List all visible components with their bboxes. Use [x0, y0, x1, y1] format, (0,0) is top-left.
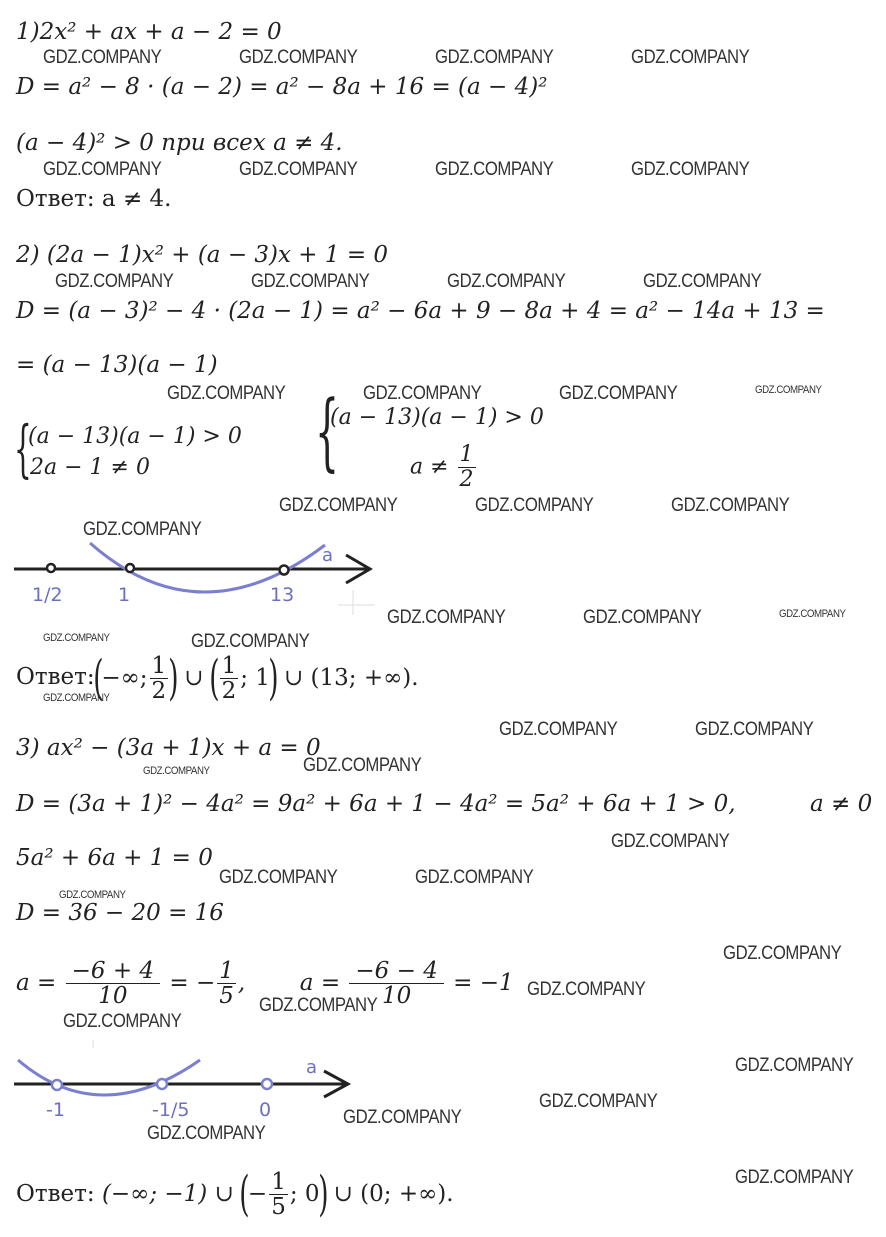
watermark: GDZ.COMPANY — [55, 271, 174, 292]
axis2-point-minus1 — [52, 1080, 62, 1090]
watermark: GDZ.COMPANY — [735, 1167, 854, 1188]
watermark: GDZ.COMPANY — [387, 607, 506, 628]
axis2-point-minus-fifth — [157, 1079, 167, 1089]
axis1-label-1: 1 — [118, 584, 131, 606]
watermark: GDZ.COMPANY — [219, 867, 338, 888]
watermark: GDZ.COMPANY — [343, 1107, 462, 1128]
watermark: GDZ.COMPANY — [695, 719, 814, 740]
axis1-point-1 — [126, 564, 134, 572]
watermark: GDZ.COMPANY — [631, 159, 750, 180]
axis1-point-half — [47, 564, 55, 572]
watermark: GDZ.COMPANY — [435, 47, 554, 68]
axis1-label-half: 1/2 — [32, 584, 63, 606]
p2-system1-line1: (a − 13)(a − 1) > 0 — [28, 424, 242, 449]
axis1-label-13: 13 — [270, 584, 295, 606]
p2-factored: = (a − 13)(a − 1) — [16, 352, 218, 378]
axis2-point-0 — [262, 1079, 272, 1089]
watermark: GDZ.COMPANY — [435, 159, 554, 180]
p1-answer: Ответ: a ≠ 4. — [16, 186, 172, 212]
p3-condition: a ≠ 0 — [810, 791, 873, 817]
axis2-label-0: 0 — [259, 1099, 272, 1121]
watermark: GDZ.COMPANY — [779, 608, 846, 620]
axis2-label-minus-fifth: -1/5 — [152, 1099, 190, 1121]
watermark: GDZ.COMPANY — [447, 271, 566, 292]
p1-discriminant: D = a² − 8 · (a − 2) = a² − 8a + 16 = (a − 4)² — [16, 74, 548, 100]
watermark: GDZ.COMPANY — [539, 1091, 658, 1112]
watermark: GDZ.COMPANY — [239, 47, 358, 68]
watermark: GDZ.COMPANY — [167, 383, 286, 404]
watermark: GDZ.COMPANY — [251, 271, 370, 292]
watermark: GDZ.COMPANY — [191, 631, 310, 652]
p3-roots: a = $\frac{-6 + 4}{10}$ = − $\frac{1}{5}$ , a = $\frac{-6 - 4}{10}$ = −1 — [16, 957, 514, 1009]
p2-system2-line1: (a − 13)(a − 1) > 0 — [330, 405, 544, 430]
watermark: GDZ.COMPANY — [735, 1055, 854, 1076]
watermark: GDZ.COMPANY — [279, 495, 398, 516]
p3-equation: 3) ax² − (3a + 1)x + a = 0 — [16, 735, 321, 761]
p2-answer: Ответ:(−∞; $\frac{1}{2}$ ) ∪ ( $\frac{1}{2}$ ; 1) ∪ (13; +∞). — [16, 650, 419, 706]
watermark: GDZ.COMPANY — [559, 383, 678, 404]
watermark: GDZ.COMPANY — [43, 47, 162, 68]
p2-discriminant: D = (a − 3)² − 4 · (2a − 1) = a² − 6a + 9 − 8a + 4 = a² − 14a + 13 = — [16, 298, 825, 324]
watermark: GDZ.COMPANY — [611, 831, 730, 852]
watermark: GDZ.COMPANY — [671, 495, 790, 516]
p2-system2-line2: a ≠ $\frac{1}{2}$ — [410, 442, 474, 492]
p3-discriminant: D = (3a + 1)² − 4a² = 9a² + 6a + 1 − 4a² = 5a² + 6a + 1 > 0, — [16, 791, 736, 817]
p3-root2-fraction: $\frac{-6 - 4}{10}$ — [349, 959, 443, 1008]
watermark: GDZ.COMPANY — [755, 384, 822, 396]
p2-half-fraction: $\frac{1}{2}$ — [459, 442, 474, 492]
watermark: GDZ.COMPANY — [643, 271, 762, 292]
p2-system1-brace: { — [14, 412, 32, 485]
watermark: GDZ.COMPANY — [723, 943, 842, 964]
watermark: GDZ.COMPANY — [303, 755, 422, 776]
watermark: GDZ.COMPANY — [527, 979, 646, 1000]
axis1-point-13 — [280, 566, 289, 575]
watermark: GDZ.COMPANY — [259, 995, 378, 1016]
watermark: GDZ.COMPANY — [43, 159, 162, 180]
p2-system2-brace: { — [315, 382, 340, 480]
p3-root1-fraction: $\frac{-6 + 4}{10}$ — [66, 959, 160, 1008]
axis1-var: a — [322, 545, 334, 566]
watermark: GDZ.COMPANY — [363, 383, 482, 404]
watermark: GDZ.COMPANY — [583, 607, 702, 628]
watermark: GDZ.COMPANY — [499, 719, 618, 740]
watermark: GDZ.COMPANY — [63, 1011, 182, 1032]
watermark: GDZ.COMPANY — [43, 632, 110, 644]
p1-condition: (a − 4)² > 0 при всех a ≠ 4. — [16, 130, 343, 156]
p3-answer: Ответ: (−∞; −1) ∪ (− $\frac{1}{5}$ ; 0) ∪ (0; +∞). — [16, 1166, 454, 1222]
watermark: GDZ.COMPANY — [475, 495, 594, 516]
watermark: GDZ.COMPANY — [143, 765, 210, 777]
axis2-label-minus1: -1 — [46, 1099, 65, 1121]
axis2-parabola — [18, 1060, 200, 1095]
p3-discriminant2: D = 36 − 20 = 16 — [16, 900, 224, 926]
p3-equation2: 5a² + 6a + 1 = 0 — [16, 845, 213, 871]
watermark: GDZ.COMPANY — [631, 47, 750, 68]
watermark: GDZ.COMPANY — [83, 519, 202, 540]
p2-system1-line2: 2a − 1 ≠ 0 — [30, 455, 150, 480]
watermark: GDZ.COMPANY — [43, 692, 110, 704]
axis2-var: a — [306, 1057, 318, 1078]
watermark: GDZ.COMPANY — [59, 889, 126, 901]
watermark: GDZ.COMPANY — [147, 1123, 266, 1144]
p1-equation: 1)2x² + ax + a − 2 = 0 — [16, 19, 282, 45]
watermark: GDZ.COMPANY — [239, 159, 358, 180]
watermark: GDZ.COMPANY — [415, 867, 534, 888]
p2-equation: 2) (2a − 1)x² + (a − 3)x + 1 = 0 — [16, 242, 389, 268]
